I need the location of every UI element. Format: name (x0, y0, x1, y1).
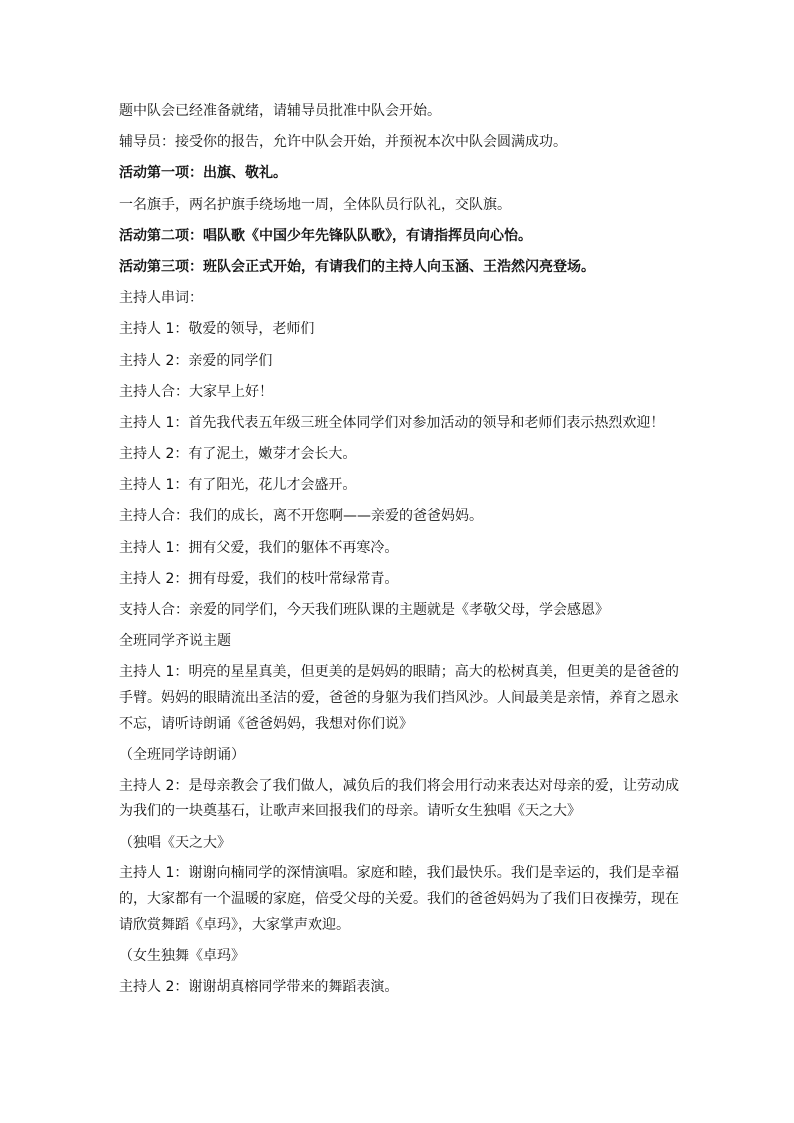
host-paragraph: 主持人 1：谢谢向楠同学的深情演唱。家庭和睦，我们最快乐。我们是幸运的，我们是幸福的，大家都有一个温暖的家庭，倍受父母的关爱。我们的爸爸妈妈为了我们日夜操劳，现在请欣赏舞蹈《卓玛》，大家掌声欢迎。 (119, 865, 679, 933)
activity-heading: 活动第三项：班队会正式开始，有请我们的主持人向玉涵、王浩然闪亮登场。 (119, 258, 595, 275)
text-line: 辅导员：接受你的报告，允许中队会开始，并预祝本次中队会圆满成功。 (119, 134, 567, 151)
stage-direction: 全班同学齐说主题 (119, 633, 231, 650)
host-line: 主持人 2：有了泥土，嫩芽才会长大。 (119, 446, 357, 463)
activity-heading: 活动第二项：唱队歌《中国少年先锋队队歌》，有请指挥员向心怡。 (119, 227, 532, 244)
host-line: 支持人合：亲爱的同学们，今天我们班队课的主题就是《孝敬父母，学会感恩》 (119, 602, 609, 618)
text-line: 一名旗手，两名护旗手绕场地一周，全体队员行队礼，交队旗。 (119, 196, 511, 213)
host-line: 主持人 1：拥有父爱，我们的躯体不再寒冷。 (119, 539, 399, 556)
stage-direction: （女生独舞《卓玛》 (119, 948, 245, 965)
text-line: 题中队会已经准备就绪，请辅导员批准中队会开始。 (119, 103, 441, 119)
host-paragraph: 主持人 1：明亮的星星真美，但更美的是妈妈的眼睛；高大的松树真美，但更美的是爸爸的手臂。妈妈的眼睛流出圣洁的爱，爸爸的身躯为我们挡风沙。人间最美是亲情，养育之恩永不忘，请听诗朗诵《爸爸妈妈，我想对你们说》 (119, 663, 679, 732)
host-line: 主持人 2：亲爱的同学们 (119, 352, 273, 369)
host-paragraph: 主持人 2：是母亲教会了我们做人，减负后的我们将会用行动来表达对母亲的爱，让劳动成为我们的一块奠基石，让歌声来回报我们的母亲。请听女生独唱《天之大》 (119, 777, 679, 820)
host-line: 主持人 2：谢谢胡真榕同学带来的舞蹈表演。 (119, 979, 399, 996)
host-line: 主持人合：我们的成长，离不开您啊——亲爱的爸爸妈妈。 (119, 508, 483, 525)
host-line: 主持人 1：有了阳光，花儿才会盛开。 (119, 477, 357, 494)
stage-direction: （全班同学诗朗诵） (119, 746, 245, 763)
stage-direction: （独唱《天之大》 (119, 834, 231, 851)
document-body (119, 101, 679, 1009)
section-heading: 主持人串词： (119, 290, 203, 307)
host-line: 主持人合：大家早上好！ (119, 383, 273, 400)
host-line: 主持人 2：拥有母爱，我们的枝叶常绿常青。 (119, 570, 399, 587)
host-line: 主持人 1：敬爱的领导，老师们 (119, 321, 315, 338)
host-line: 主持人 1：首先我代表五年级三班全体同学们对参加活动的领导和老师们表示热烈欢迎！ (119, 414, 665, 431)
activity-heading: 活动第一项：出旗、敬礼。 (119, 165, 287, 182)
